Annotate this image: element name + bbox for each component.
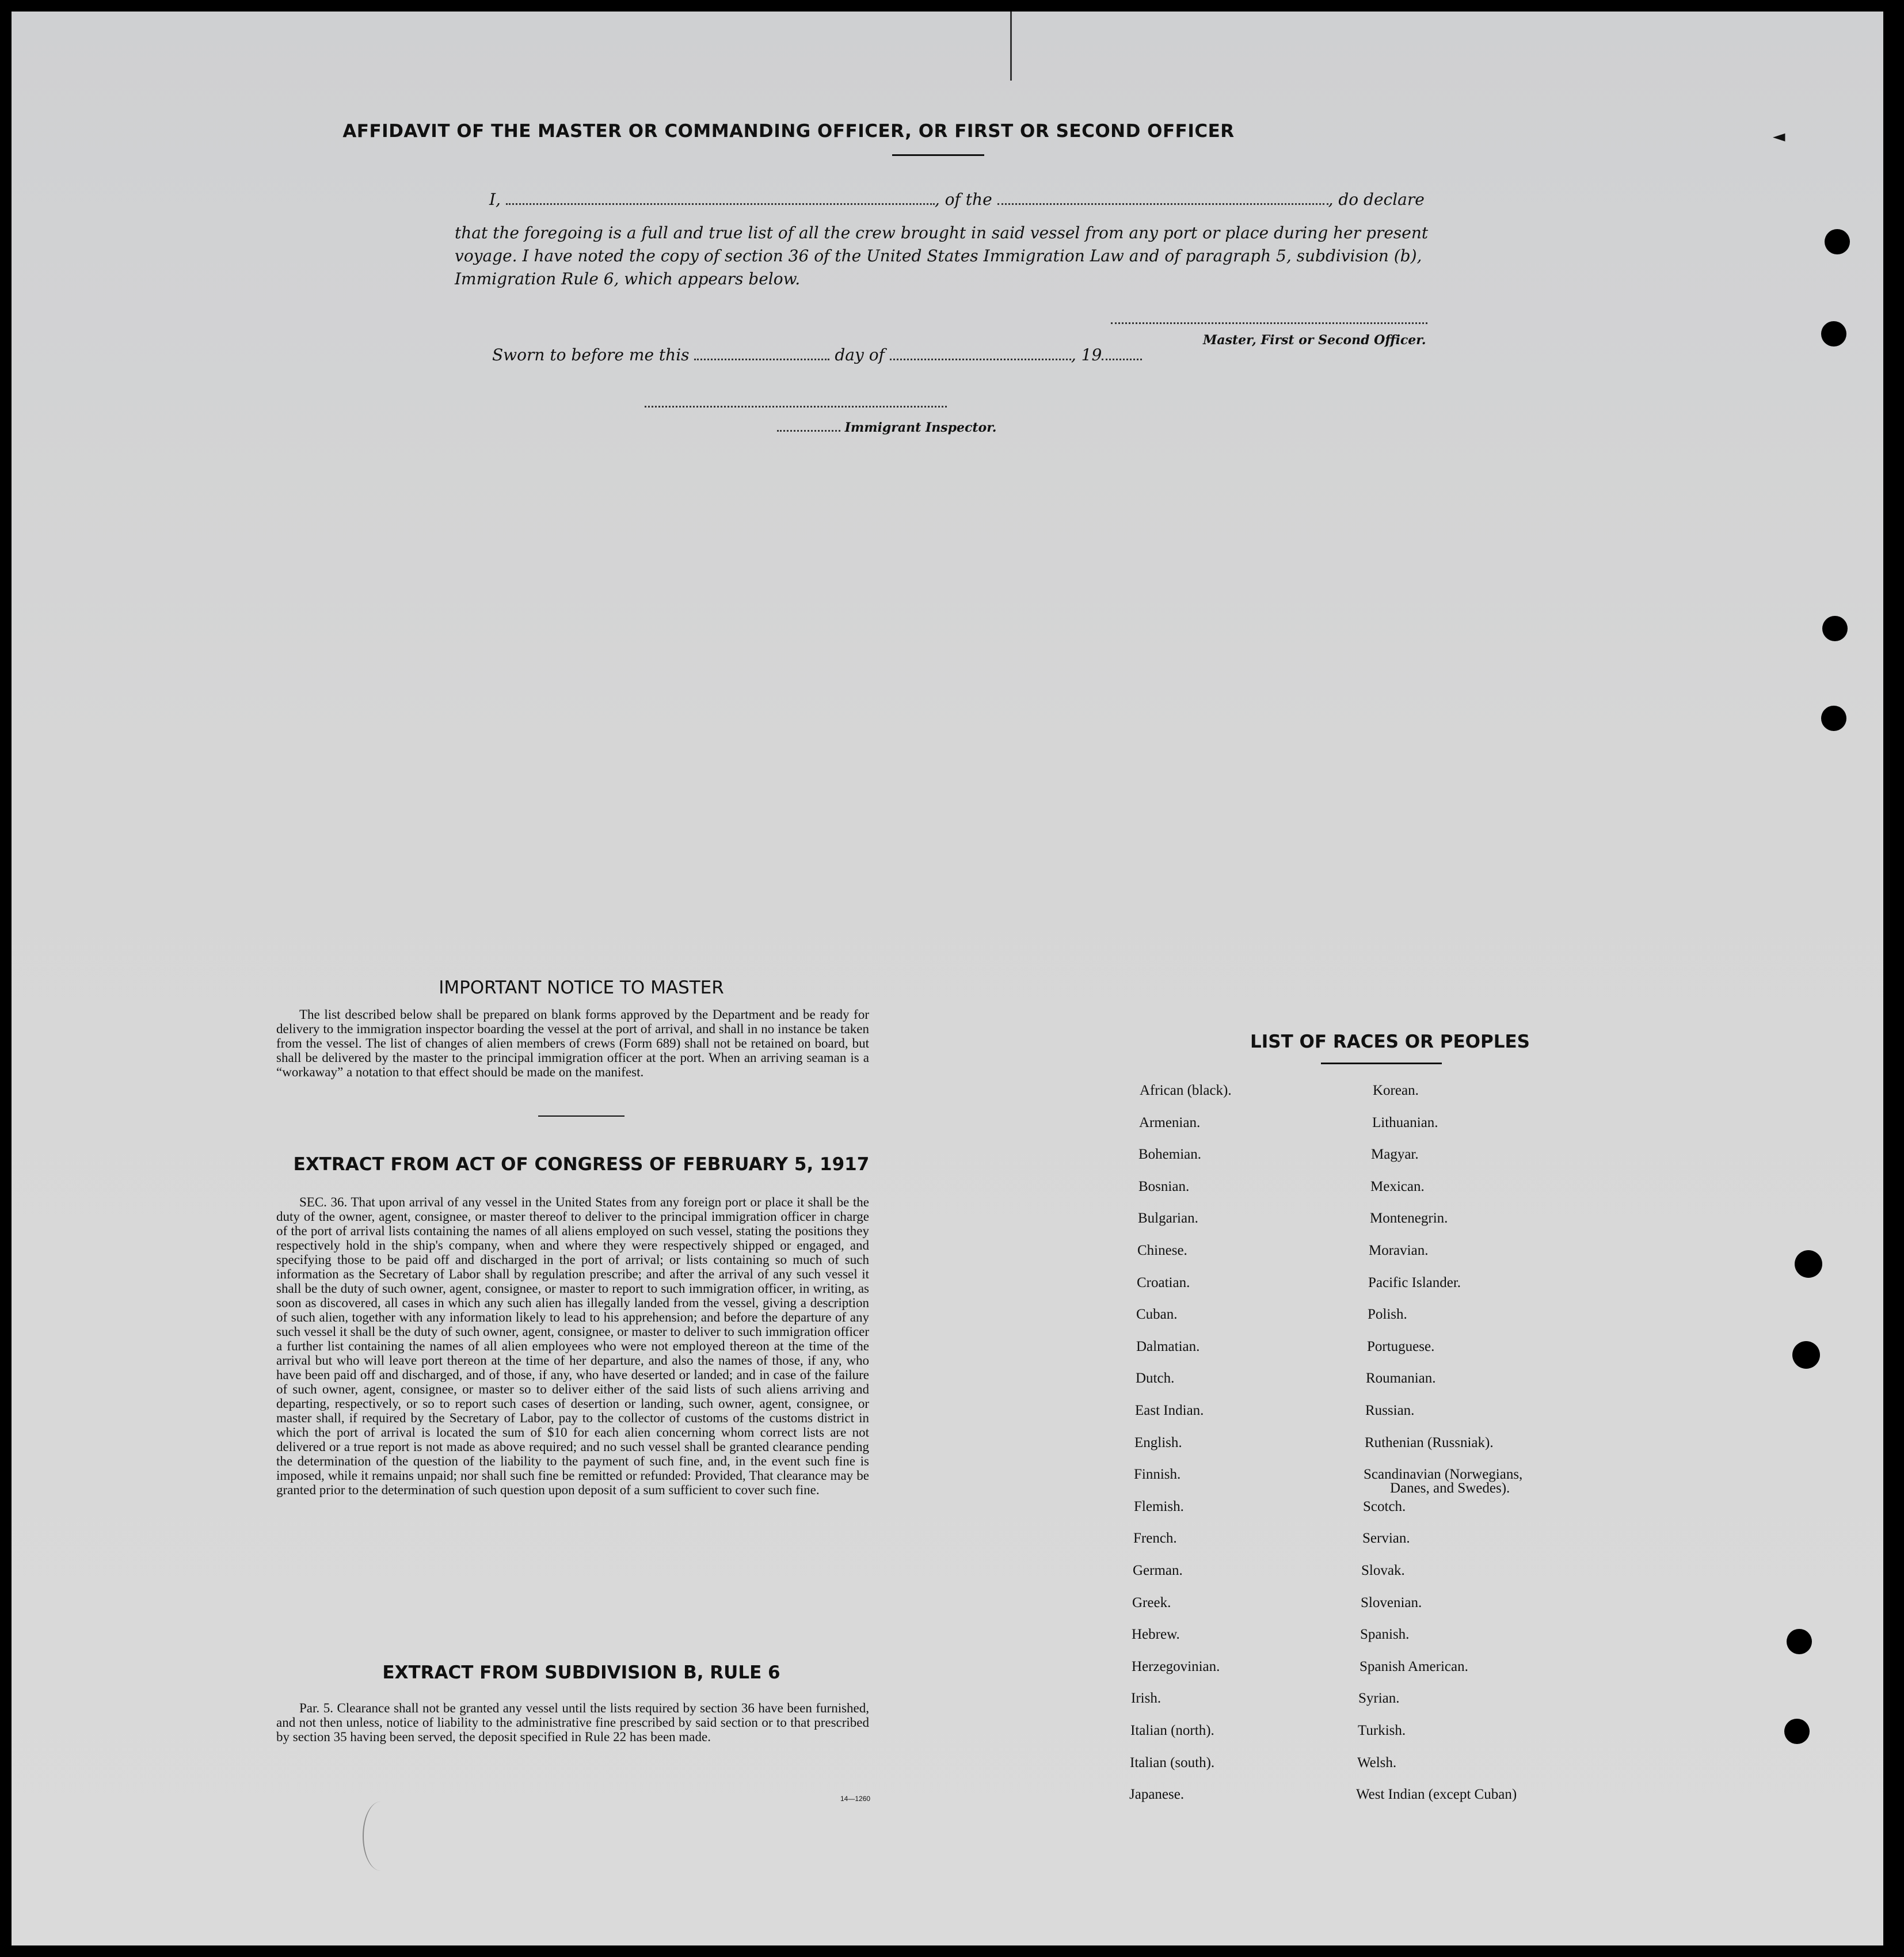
race-item: Hebrew. <box>1132 1627 1180 1642</box>
inspector-caption <box>777 420 996 435</box>
binder-hole <box>1795 1250 1822 1278</box>
race-item: Italian (south). <box>1130 1755 1215 1771</box>
affidavit-line-2: that the foregoing is a full and true list of all the crew brought in said vessel from any port or place during her present <box>455 223 1429 242</box>
race-item: Armenian. <box>1139 1115 1201 1130</box>
race-scandinavian-continued: Danes, and Swedes). <box>1390 1480 1510 1496</box>
race-item: Spanish American. <box>1360 1659 1468 1674</box>
race-item: Irish. <box>1131 1691 1162 1706</box>
races-title-rule <box>1321 1063 1442 1064</box>
binder-hole <box>1784 1719 1810 1744</box>
race-item: Slovak. <box>1361 1563 1405 1578</box>
document-page <box>12 12 1883 1945</box>
race-item: West Indian (except Cuban) <box>1356 1787 1517 1802</box>
sworn-day-of: day of <box>835 345 885 364</box>
fold-line <box>1010 12 1012 81</box>
notice-rule <box>538 1115 624 1117</box>
race-item: Bosnian. <box>1138 1179 1190 1194</box>
race-item: Dutch. <box>1136 1370 1175 1386</box>
race-item: Korean. <box>1373 1083 1419 1098</box>
vessel-blank[interactable] <box>997 203 1328 205</box>
race-item: Ruthenian (Russniak). <box>1365 1435 1494 1450</box>
race-item: Lithuanian. <box>1372 1115 1438 1130</box>
race-item: Flemish. <box>1134 1499 1184 1514</box>
race-item: Bohemian. <box>1138 1147 1202 1162</box>
race-item: Polish. <box>1368 1307 1407 1322</box>
race-item: Servian. <box>1362 1530 1410 1546</box>
sworn-line <box>492 345 1142 364</box>
race-item: Montenegrin. <box>1370 1210 1448 1226</box>
binder-hole <box>1822 616 1848 641</box>
rule-extract-text: Par. 5. Clearance shall not be granted any vessel until the lists required by section 36 have been furnished, and not then unless, notice of liability to the administrative fine prescribed by said section or to that prescribed by section 35 having been served, the deposit specified in Rule 22 has been made. <box>276 1701 869 1744</box>
race-item: Croatian. <box>1137 1275 1190 1290</box>
race-item: Japanese. <box>1129 1787 1185 1802</box>
races-title: LIST OF RACES OR PEOPLES <box>1250 1031 1530 1052</box>
race-item: Cuban. <box>1136 1307 1178 1322</box>
race-item: Finnish. <box>1134 1467 1181 1482</box>
act-extract-title: EXTRACT FROM ACT OF CONGRESS OF FEBRUARY 5, 1917 <box>293 1154 870 1175</box>
corner-mark: ◄ <box>1773 127 1785 146</box>
form-number: 14—1260 <box>840 1795 871 1803</box>
affidavit-i: I, <box>489 190 501 209</box>
race-item: Chinese. <box>1137 1243 1187 1258</box>
title-rule <box>892 154 984 156</box>
inspector-caption-text: Immigrant Inspector. <box>844 420 997 435</box>
race-item: Moravian. <box>1369 1243 1429 1258</box>
notice-text: The list described below shall be prepared on blank forms approved by the Department and be ready for delivery to the immigration inspector boarding the vessel at the port of arrival, and shall in no instance be taken from the vessel. The list of changes of alien members of crews (Form 689) shall not be retained on board, but shall be delivered by the master to the principal immigration officer at the port. When an arriving seaman is a “workaway” a notation to that effect should be made on the manifest. <box>276 1007 869 1079</box>
master-signature-line[interactable] <box>1111 322 1427 324</box>
sworn-year: , 19 <box>1071 345 1102 364</box>
race-item: Scandinavian (Norwegians, <box>1364 1467 1523 1482</box>
race-item: Greek. <box>1132 1595 1171 1610</box>
race-item: Scotch. <box>1363 1499 1406 1514</box>
affidavit-line-1 <box>489 190 1425 209</box>
race-item: East Indian. <box>1135 1403 1204 1418</box>
affidavit-declare: , do declare <box>1328 190 1425 209</box>
binder-hole <box>1787 1629 1812 1654</box>
name-blank[interactable] <box>506 203 935 205</box>
race-item: Mexican. <box>1370 1179 1425 1194</box>
inspector-signature-line[interactable] <box>645 406 947 408</box>
binder-hole <box>1821 706 1846 731</box>
faint-mark <box>363 1802 398 1871</box>
race-item: Bulgarian. <box>1138 1210 1198 1226</box>
inspector-dots <box>777 429 840 432</box>
affidavit-line-3: voyage. I have noted the copy of section 36 of the United States Immigration Law and of paragraph 5, subdivision (b), <box>455 246 1422 265</box>
race-item: Slovenian. <box>1361 1595 1422 1610</box>
race-item: English. <box>1134 1435 1182 1450</box>
race-item: French. <box>1133 1530 1177 1546</box>
race-item: German. <box>1133 1563 1183 1578</box>
sworn-day-blank[interactable] <box>694 358 829 360</box>
race-item: Magyar. <box>1371 1147 1419 1162</box>
sworn-month-blank[interactable] <box>890 358 1071 360</box>
affidavit-of-the: , of the <box>934 190 992 209</box>
binder-hole <box>1825 229 1850 254</box>
race-item: Russian. <box>1365 1403 1415 1418</box>
race-item: Herzegovinian. <box>1132 1659 1220 1674</box>
rule-extract-title: EXTRACT FROM SUBDIVISION B, RULE 6 <box>382 1662 780 1683</box>
race-item: Italian (north). <box>1130 1723 1214 1738</box>
race-item: African (black). <box>1140 1083 1232 1098</box>
binder-hole <box>1792 1341 1820 1369</box>
affidavit-title: AFFIDAVIT OF THE MASTER OR COMMANDING OFFICER, OR FIRST OR SECOND OFFICER <box>342 121 1235 142</box>
race-item: Roumanian. <box>1366 1370 1436 1386</box>
notice-title: IMPORTANT NOTICE TO MASTER <box>439 977 724 998</box>
sworn-year-blank[interactable] <box>1102 358 1142 360</box>
master-caption: Master, First or Second Officer. <box>1203 333 1426 348</box>
binder-hole <box>1821 321 1846 347</box>
race-item: Turkish. <box>1358 1723 1406 1738</box>
race-item: Pacific Islander. <box>1368 1275 1461 1290</box>
race-item: Dalmatian. <box>1136 1339 1200 1354</box>
sworn-prefix: Sworn to before me this <box>492 345 690 364</box>
act-extract-text: SEC. 36. That upon arrival of any vessel in the United States from any foreign port or place it shall be the duty of the owner, agent, consignee, or master thereof to deliver to the principal immigration officer in charge of the port of arrival lists containing the names of all aliens employed on such vessel, stating the positions they respectively hold in the ship's company, when and where they were respectively shipped or engaged, and specifying those to be paid off and discharged in the port of arrival; or lists containing so much of such information as the Secretary of Labor shall by regulation prescribe; and after the arrival of any such vessel it shall be the duty of such owner, agent, consignee, or master to report to such immigration officer, in writing, as soon as discovered, all cases in which any such alien has illegally landed from the vessel, giving a description of such alien, together with any information likely to lead to his apprehension; and before the departure of any such vessel it shall be the duty of such owner, agent, consignee, or master to deliver to such immigration officer a further list containing the names of all alien employees who were not employed thereon at the time of the arrival but who will leave port thereon at the time of her departure, and also the names of those, if any, who have been paid off and discharged, and of those, if any, who have deserted or landed; and in case of the failure of such owner, agent, consignee, or master so to deliver either of the said lists of such aliens arriving and departing, respectively, or so to report such cases of desertion or landing, such owner, agent, consignee, or master shall, if required by the Secretary of Labor, pay to the collector of customs of the customs district in which the port of arrival is located the sum of $10 for each alien concerning whom correct lists are not delivered or a true report is not made as above required; and no such vessel shall be granted clearance pending the determination of the question of the liability to the payment of such fine, and, in the event such fine is imposed, while it remains unpaid; nor shall such fine be remitted or refunded: Provided, That clearance may be granted prior to the determination of such question upon deposit of a sum sufficient to cover such fine. <box>276 1195 869 1497</box>
race-item: Welsh. <box>1357 1755 1397 1771</box>
race-item: Syrian. <box>1358 1691 1400 1706</box>
race-item: Portuguese. <box>1367 1339 1435 1354</box>
race-item: Spanish. <box>1360 1627 1410 1642</box>
affidavit-line-4: Immigration Rule 6, which appears below. <box>455 269 801 288</box>
